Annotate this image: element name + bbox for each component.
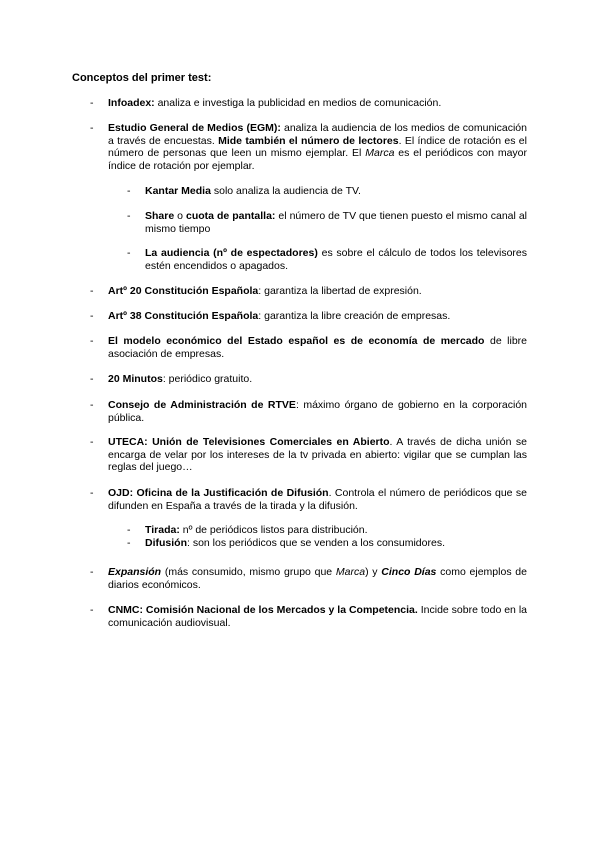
bullet: - [90,566,94,578]
list-item-infoadex: - Infoadex: analiza e investiga la publicidad en medios de comunicación. [90,97,442,109]
sublist-item-tirada: - Tirada: nº de periódicos listos para distribución. [127,524,368,536]
bullet: - [90,285,94,297]
list-item-uteca: - UTECA: Unión de Televisiones Comerciales en Abierto. A través de dicha unión se encarga de velar por los intereses de la tv privada en abierto: vigilar que se cumplan las reglas del juego… [90,436,527,473]
page-title: Conceptos del primer test: [72,72,212,84]
list-item-modelo-economico: - El modelo económico del Estado español es de economía de mercado de libre asociación de empresas. [90,335,527,360]
bullet: - [90,436,94,448]
list-item-art20: - Artº 20 Constitución Española: garantiza la libertad de expresión. [90,285,422,297]
sublist-item-difusion: - Difusión: son los periódicos que se venden a los consumidores. [127,537,445,549]
bullet: - [90,487,94,499]
sublist-item-share: - Share o cuota de pantalla: el número de TV que tienen puesto el mismo canal al mismo tiempo [127,210,528,235]
bullet: - [127,185,131,197]
bullet: - [127,524,131,536]
bullet: - [127,247,131,259]
sublist-item-audiencia: - La audiencia (nº de espectadores) es sobre el cálculo de todos los televisores estén encendidos o apagados. [127,247,527,272]
list-item-art38: - Artº 38 Constitución Española: garantiza la libre creación de empresas. [90,310,451,322]
list-item-20-minutos: - 20 Minutos: periódico gratuito. [90,373,253,385]
bullet: - [90,373,94,385]
bullet: - [127,210,131,222]
bullet: - [90,97,94,109]
bullet: - [90,604,94,616]
concept-list [0,97,600,630]
bullet: - [90,122,94,134]
list-item-rtve: - Consejo de Administración de RTVE: máximo órgano de gobierno en la corporación pública. [90,399,527,424]
bullet: - [127,537,131,549]
bullet: - [90,310,94,322]
list-item-egm: - Estudio General de Medios (EGM): analiza la audiencia de los medios de comunicación a través de encuestas. Mide también el número de lectores. El índice de rotación es el número de personas que leen un mismo ejemplar. El Marca es el periódicos con mayor índice de rotación por ejemplar. [90,122,528,172]
bullet: - [90,335,94,347]
sublist-item-kantar: - Kantar Media solo analiza la audiencia de TV. [127,185,361,197]
list-item-cnmc: - CNMC: Comisión Nacional de los Mercados y la Competencia. Incide sobre todo en la comunicación audiovisual. [90,604,527,629]
list-item-expansion: - Expansión (más consumido, mismo grupo que Marca) y Cinco Días como ejemplos de diarios económicos. [90,566,527,591]
list-item-ojd: - OJD: Oficina de la Justificación de Difusión. Controla el número de periódicos que se difunden en España a través de la tirada y la difusión. [90,487,527,512]
bullet: - [90,399,94,411]
